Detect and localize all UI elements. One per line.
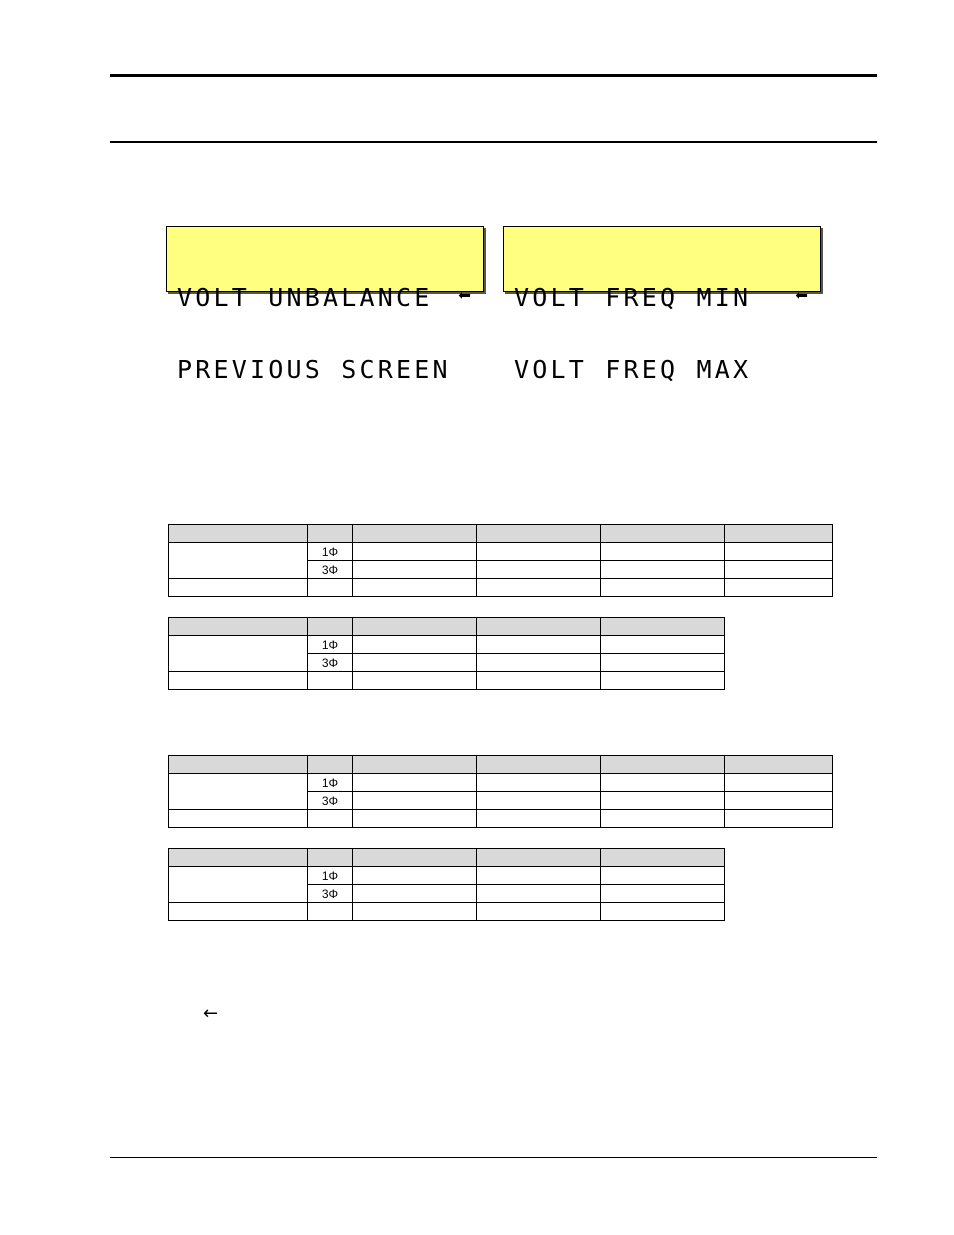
spec-table-4: [168, 848, 725, 921]
lcd-screen-volt-freq: [503, 226, 821, 384]
table-row: [169, 810, 833, 828]
lcd-line-1: VOLT UNBALANCE ⬅: [177, 283, 471, 312]
phase-label: 3Φ: [308, 561, 353, 579]
table-row: [169, 774, 833, 792]
spec-table-1: [168, 524, 833, 597]
table-row: [169, 636, 725, 654]
table-header-row: [169, 525, 833, 543]
table-row: [169, 579, 833, 597]
left-arrow-icon: ⬅: [457, 284, 471, 309]
lcd-line-1: VOLT FREQ MIN ⬅: [514, 283, 808, 312]
spec-table-3: [168, 755, 833, 828]
table-header-row: [169, 849, 725, 867]
spec-table-2: [168, 617, 725, 690]
header-rule-bottom: [110, 141, 877, 143]
table-header-row: [169, 618, 725, 636]
table-header-row: [169, 756, 833, 774]
phase-label: 1Φ: [308, 774, 353, 792]
table-row: [169, 672, 725, 690]
phase-label: 3Φ: [308, 654, 353, 672]
phase-label: 3Φ: [308, 792, 353, 810]
table-row: [169, 903, 725, 921]
lcd-line-2: PREVIOUS SCREEN: [177, 355, 451, 384]
left-arrow-icon: ←: [203, 1003, 219, 1024]
table-row: [169, 867, 725, 885]
left-arrow-icon: ⬅: [794, 284, 808, 309]
phase-label: 3Φ: [308, 885, 353, 903]
phase-label: 1Φ: [308, 867, 353, 885]
header-rule-top: [110, 74, 877, 77]
lcd-line-2: VOLT FREQ MAX: [514, 355, 752, 384]
phase-label: 1Φ: [308, 636, 353, 654]
phase-label: 1Φ: [308, 543, 353, 561]
footer-rule: [110, 1157, 877, 1158]
lcd-screen-volt-unbalance: [166, 226, 484, 384]
table-row: [169, 543, 833, 561]
